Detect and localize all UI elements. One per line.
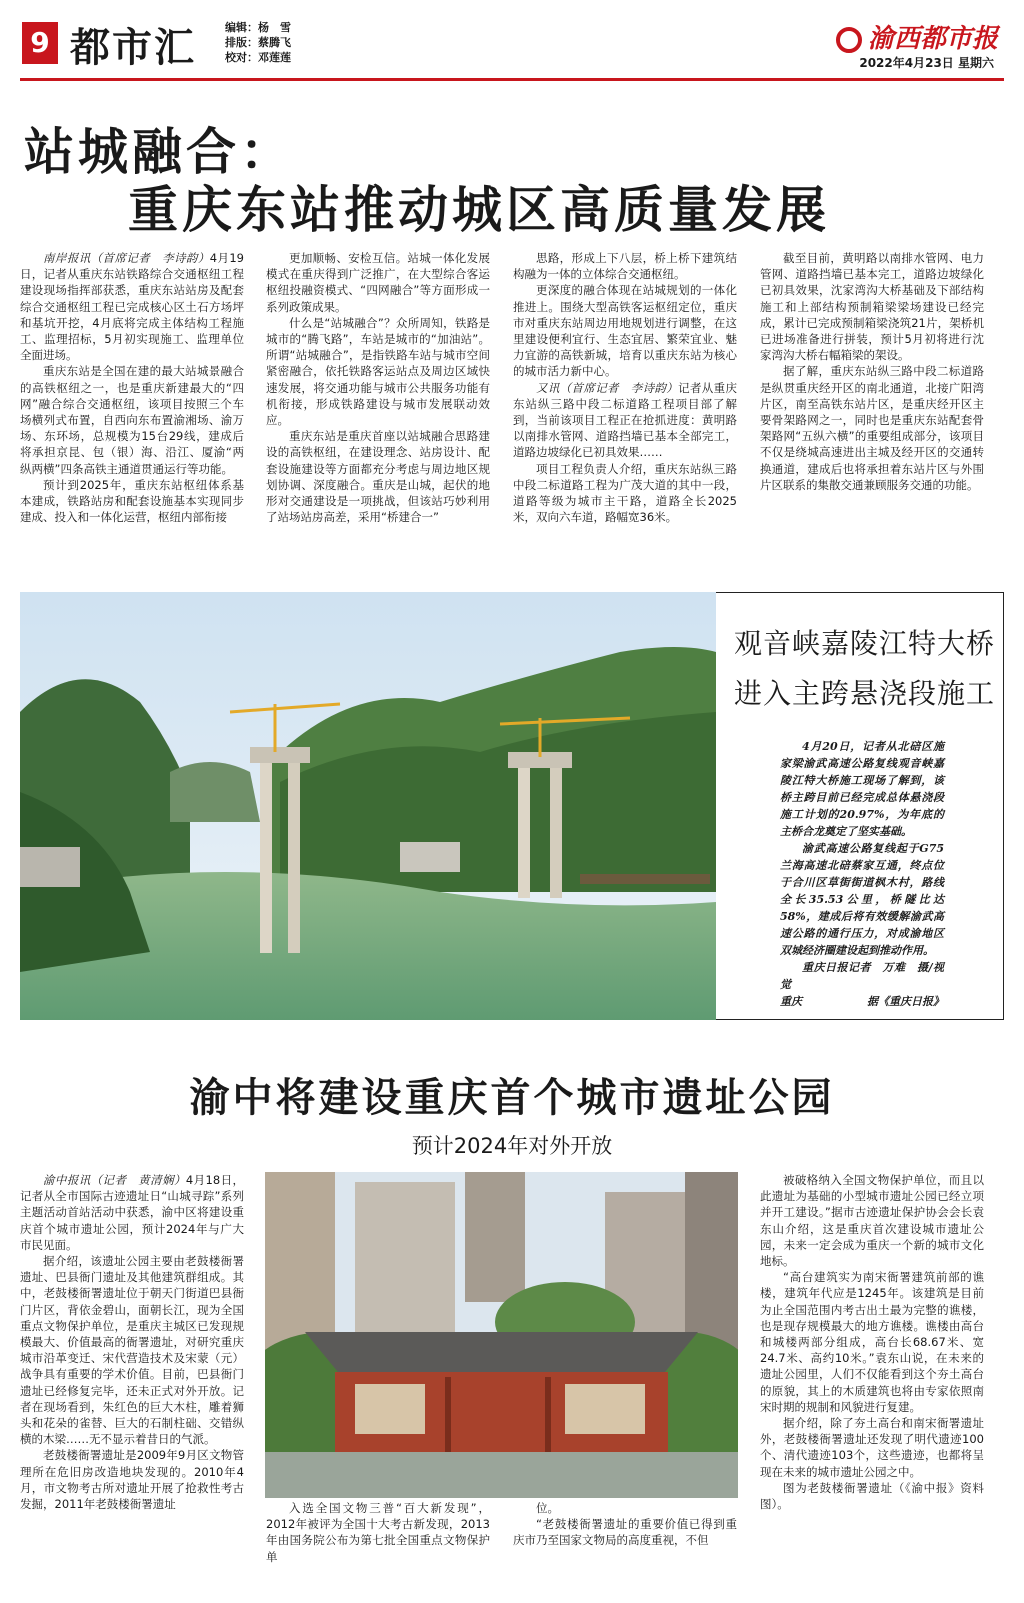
paragraph-text: 记者从重庆东站纵三路中段二标道路工程项目部了解到，当前该项目工程正在抢抓进度：黄明路以南排水管网、道路挡墙已基本全部完工，道路边坡绿化已初具效果……	[513, 380, 737, 460]
paragraph-text: 思路，形成上下八层，桥上桥下建筑结构融为一体的立体综合交通枢纽。	[513, 251, 737, 282]
paragraph	[513, 380, 737, 461]
paragraph-text: 什么是“站城融合”？众所周知，铁路是城市的“腾飞路”，车站是城市的“加油站”。所谓“站城融合”，是指铁路车站与城市空间紧密融合，依托铁路客运站点及周边区域快速发展，将交通功能与城市公共服务功能有机衔接，形成铁路建设与城市发展联动效应。	[266, 315, 490, 428]
bridge-construction-photo	[20, 592, 716, 1020]
paragraph-text: 更深度的融合体现在站城规划的一体化推进上。围绕大型高铁客运枢纽定位，重庆市对重庆东站周边用地规划进行调整，在这里建设便利宜行、生态宜居、繁荣宜业、魅力宜游的高铁新城，培育以重庆东站为核心的城市活力新中心。	[513, 283, 737, 379]
credit-source: 据《重庆日报》	[867, 995, 944, 1008]
article1-column-1	[20, 250, 244, 550]
photo-story-body	[780, 738, 944, 1010]
heritage-photo-illustration	[265, 1172, 738, 1498]
paragraph	[20, 1447, 244, 1512]
article1-title-line1: 站城融合：	[24, 123, 294, 181]
paragraph	[266, 315, 490, 428]
issue-date: 2022年4月23日 星期六	[859, 56, 994, 70]
paragraph-text: “高台建筑实为南宋衙署建筑前部的谯楼，建筑年代应是1245年。该建筑是目前为止全国范围内考古出土最为完整的谯楼，也是现存规模最大的地方谯楼。谯楼由高台和城楼两部分组成，高台长68.67米、宽24.7米、高约10米。”袁东山说，在未来的遗址公园里，人们不仅能看到这个夯土高台的原貌，其上的木质建筑也将由专家依照南宋时期的规制和风貌进行复建。	[760, 1270, 984, 1414]
article2-title: 渝中将建设重庆首个城市遗址公园	[189, 1075, 835, 1121]
paragraph	[513, 282, 737, 379]
paragraph	[20, 477, 244, 526]
paragraph	[266, 1500, 490, 1565]
paragraph	[266, 250, 490, 315]
photo-story-title-line2: 进入主跨悬浇段施工	[734, 677, 996, 710]
article1-column-3	[513, 250, 737, 550]
proofreader: 校对：邓莲莲	[225, 51, 291, 64]
paragraph	[760, 250, 984, 363]
paragraph-text: 图为老鼓楼衙署遗址（《渝中报》资料图）。	[760, 1480, 984, 1512]
paragraph-text: 重庆东站是全国在建的最大站城景融合的高铁枢纽之一，也是重庆新建最大的“四网”融合综合交通枢纽，该项目按照三个车场横列式布置，自西向东布置渝湘场、渝万场、东环场，总规模为15台29线，建成后将承担京昆、包（银）海、沿江、厦渝“两纵两横”四条高铁主通道贯通运行等功能。	[20, 364, 244, 476]
paragraph-text: “老鼓楼衙署遗址的重要价值已得到重庆市乃至国家文物局的高度重视，不但	[513, 1517, 737, 1548]
credit-row	[780, 993, 944, 1010]
paragraph	[266, 428, 490, 525]
paragraph	[20, 250, 244, 363]
paragraph-text: 项目工程负责人介绍，重庆东站纵三路中段二标道路工程为广茂大道的其中一段，道路等级为城市主干路，道路全长2025米，双向六车道，路幅宽36米。	[513, 461, 737, 525]
paragraph-text: 据介绍，除了夯土高台和南宋衙署遗址外，老鼓楼衙署遗址还发现了明代遗迹100个、清代遗迹103个，这些遗迹，也都将呈现在未来的城市遗址公园之中。	[760, 1416, 984, 1479]
paragraph	[20, 363, 244, 476]
editor: 编辑：杨 雪	[225, 21, 291, 34]
paragraph	[513, 1500, 737, 1516]
header-rule	[20, 78, 1004, 81]
logo-icon	[836, 27, 862, 53]
article1-column-4	[760, 250, 984, 550]
paragraph-text: 4月18日，记者从全市国际古迹遗址日“山城寻踪”系列主题活动首站活动中获悉，渝中区将建设重庆首个城市遗址公园，预计2024年与广大市民见面。	[20, 1173, 244, 1252]
dateline: 又讯（首席记者 李诗韵）	[536, 380, 679, 395]
photo-story-para2: 渝武高速公路复线起于G75兰海高速北碚蔡家互通，终点位于合川区草街街道枫木村，路线全长35.53公里，桥隧比达58%，建成后将有效缓解渝武高速公路的通行压力，对成渝地区双城经济圈建设起到推动作用。	[780, 842, 944, 957]
paragraph	[20, 1172, 244, 1253]
article1-title-line2: 重庆东站推动城区高质量发展	[128, 181, 830, 239]
photo-story-para1: 4月20日，记者从北碚区施家梁渝武高速公路复线观音峡嘉陵江特大桥施工现场了解到，该桥主跨目前已经完成总体悬浇段施工计划的20.97%，为年底的主桥合龙奠定了坚实基础。	[780, 740, 944, 838]
paragraph-text: 据了解，重庆东站纵三路中段二标道路是纵贯重庆经开区的南北通道，北接广阳湾片区，南至高铁东站片区，是重庆经开区主要骨架路网之一，同时也是重庆东站配套骨架路网“五纵六横”的重要组成部分，该项目不仅是绕城高速进出主城及经开区的交通转换通道，建成后也将承担着东站片区与外围片区联系的集散交通兼顾服务交通的功能。	[760, 364, 984, 492]
article1-column-2	[266, 250, 490, 550]
page-number: 9	[22, 22, 58, 64]
paragraph	[760, 1415, 984, 1480]
paragraph	[760, 1269, 984, 1415]
paragraph-text: 入选全国文物三普“百大新发现”，2012年被评为全国十大考古新发现，2013年由国务院公布为第七批全国重点文物保护单	[266, 1501, 490, 1564]
paragraph	[760, 1480, 984, 1512]
section-title: 都市汇	[70, 24, 196, 71]
heritage-site-photo	[265, 1172, 738, 1498]
article2-column-1	[20, 1172, 244, 1592]
layout-editor: 排版：蔡腾飞	[225, 36, 291, 49]
paragraph	[760, 363, 984, 493]
paragraph-text: 据介绍，该遗址公园主要由老鼓楼衙署遗址、巴县衙门遗址及其他建筑群组成。其中，老鼓楼衙署遗址位于朝天门街道巴县衙门片区，背依金碧山，面朝长江，现为全国重点文物保护单位，是重庆主城区已发现规模最大、价值最高的衙署遗址，对研究重庆城市沿革变迁、宋代营造技术及宋蒙（元）战争具有重要的学术价值。目前，巴县衙门遗址已经修复完毕，还未正式对外开放。记者在现场看到，朱红色的巨大木柱，雕着狮头和花朵的雀替、巨大的石制柱础、交错纵横的木梁……无不显示着昔日的气派。	[20, 1254, 244, 1447]
paragraph	[513, 250, 737, 282]
paragraph-text: 4月19日，记者从重庆东站铁路综合交通枢纽工程建设现场指挥部获悉，重庆东站站房及配套综合交通枢纽工程已完成核心区土石方场坪和基坑开挖，4月底将完成主体结构工程施工、监理招标，5月初实现施工、监理单位全面进场。	[20, 251, 244, 363]
dateline: 南岸报讯（首席记者 李诗韵）	[43, 251, 210, 265]
paragraph-text: 重庆东站是重庆首座以站城融合思路建设的高铁枢纽，在建设理念、站房设计、配套设施建设等方面都充分考虑与周边地区规划协调、深度融合。重庆是山城，起伏的地形对交通建设是一项挑战，但该站巧妙利用了站场站房高差，采用“桥建合一”	[266, 429, 490, 525]
article2-column-2	[266, 1500, 490, 1596]
paragraph	[513, 461, 737, 526]
page-header	[0, 0, 1024, 80]
newspaper-logo: 渝西都市报	[836, 18, 998, 55]
paragraph-text: 被破格纳入全国文物保护单位，而且以此遗址为基础的小型城市遗址公园已经立项并开工建设。”据市古迹遗址保护协会会长袁东山介绍，这是重庆首次建设城市遗址公园，未来一定会成为重庆一个新的城市文化地标。	[760, 1173, 984, 1269]
paragraph	[760, 1172, 984, 1269]
paragraph-text: 老鼓楼衙署遗址是2009年9月区文物管理所在危旧房改造地块发现的。2010年4月，市文物考古所对遗址开展了抢救性考古发掘，2011年老鼓楼衙署遗址	[20, 1448, 244, 1512]
paragraph	[513, 1516, 737, 1548]
paragraph-text: 位。	[536, 1501, 559, 1515]
paragraph-text: 更加顺畅、安检互信。站城一体化发展模式在重庆得到广泛推广，在大型综合客运枢纽投融资模式、“四网融合”等方面形成一系列政策成果。	[266, 251, 490, 314]
bridge-photo-illustration	[20, 592, 716, 1020]
paragraph	[20, 1253, 244, 1447]
article2-column-4	[760, 1172, 984, 1592]
photo-story-title-line1: 观音峡嘉陵江特大桥	[734, 627, 996, 660]
credit-left: 重庆	[780, 995, 802, 1008]
photo-credit: 重庆日报记者 万难 摄/视觉	[780, 961, 944, 991]
paragraph-text: 截至目前，黄明路以南排水管网、电力管网、道路挡墙已基本完工，道路边坡绿化已初具效果，沈家湾沟大桥基础及下部结构施工和上部结构预制箱梁梁场建设已经完成，累计已完成预制箱梁浇筑21片，架桥机已进场准备进行拼装，预计5月初将进行沈家湾沟大桥右幅箱梁的架设。	[760, 251, 984, 363]
article2-subtitle: 预计2024年对外开放	[411, 1134, 613, 1158]
editor-credits	[225, 20, 291, 65]
dateline: 渝中报讯（记者 黄清娴）	[43, 1173, 186, 1187]
paragraph-text: 预计到2025年，重庆东站枢纽体系基本建成，铁路站房和配套设施基本实现同步建成、投入和一体化运营，枢纽内部衔接	[20, 477, 244, 525]
article2-column-3	[513, 1500, 737, 1596]
